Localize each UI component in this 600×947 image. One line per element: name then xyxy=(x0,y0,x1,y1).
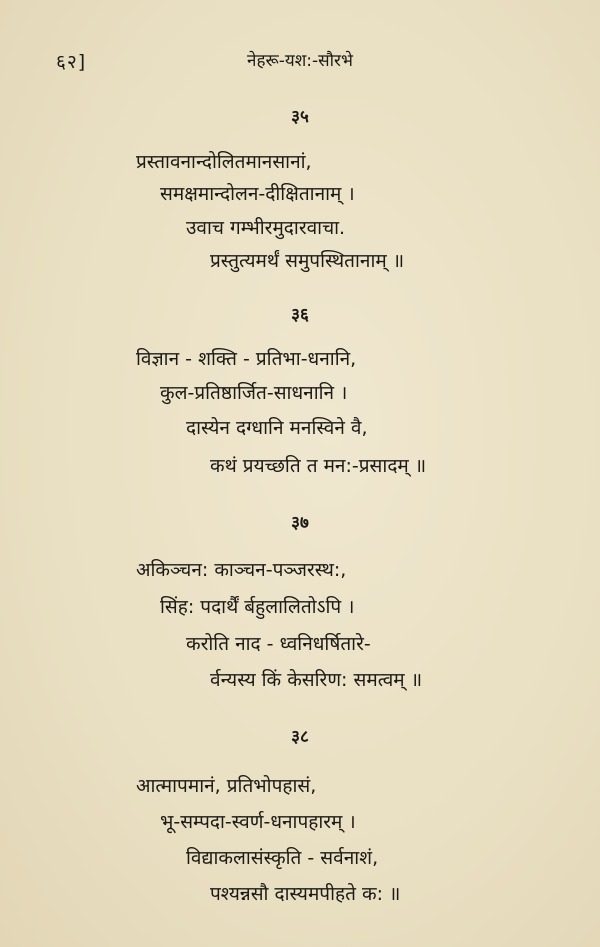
verse-line: सिंह: पदार्थैं र्बहुलालितोऽपि । xyxy=(160,596,355,618)
verse-line: दास्येन दग्धानि मनस्विने वै, xyxy=(186,417,368,439)
verse-line: विज्ञान - शक्ति - प्रतिभा-धनानि, xyxy=(136,348,357,370)
verse-number: ३७ xyxy=(291,513,309,533)
running-title: नेहरू-यश:-सौरभे xyxy=(247,51,353,71)
page-number: ६२] xyxy=(56,51,87,73)
verse-line: आत्मापमानं, प्रतिभोपहासं, xyxy=(136,775,317,797)
verse-line: करोति नाद - ध्वनिधर्षितारे- xyxy=(186,633,371,655)
verse-line: प्रस्तावनान्दोलितमानसानां, xyxy=(136,151,312,173)
verse-line: कथं प्रयच्छति त मन:-प्रसादम् ॥ xyxy=(210,455,427,477)
verse-line: विद्याकलासंस्कृति - सर्वनाशं, xyxy=(186,847,379,869)
page-header xyxy=(0,44,600,74)
verse-line: कुल-प्रतिष्ठार्जित-साधनानि । xyxy=(160,382,348,404)
verse-line: र्वन्यस्य किं केसरिण: समत्वम् ॥ xyxy=(210,669,423,691)
verse-line: उवाच गम्भीरमुदारवाचा. xyxy=(186,217,346,239)
verse-number: ३६ xyxy=(291,305,309,325)
verse-number: ३८ xyxy=(291,727,309,747)
verse-line: अकिञ्चन: काञ्चन-पञ्जरस्थ:, xyxy=(136,559,347,581)
verse-line: पश्यन्नसौ दास्यमपीहते क: ॥ xyxy=(210,883,401,905)
verse-number: ३५ xyxy=(291,107,309,127)
verse-line: प्रस्तुत्यमर्थं समुपस्थितानाम् ॥ xyxy=(210,250,405,272)
verse-line: भू-सम्पदा-स्वर्ण-धनापहारम् । xyxy=(160,811,356,833)
verse-line: समक्षमान्दोलन-दीक्षितानाम् । xyxy=(160,183,355,205)
